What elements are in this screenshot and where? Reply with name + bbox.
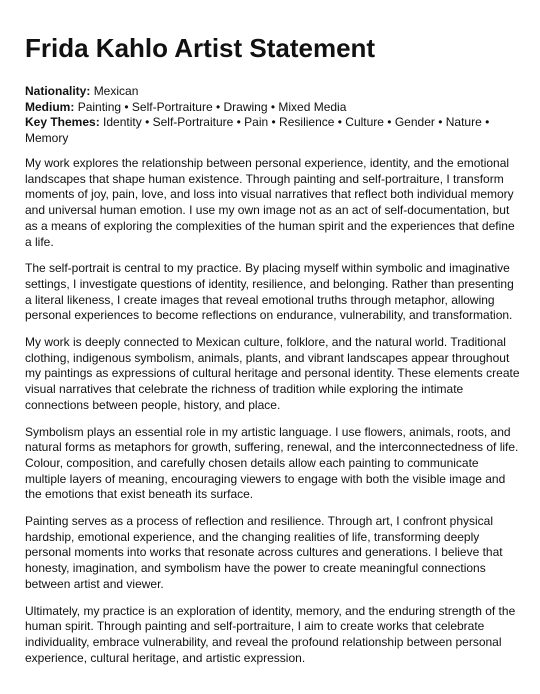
- meta-medium-key: Medium:: [25, 99, 75, 114]
- body-paragraph-3: My work is deeply connected to Mexican culture, folklore, and the natural world. Traditional clothing, indigenous symbolism, animals, plants, and vibrant landscapes appear throughout my paintings as expressions of cultural heritage and personal identity. These elements create visual narratives that celebrate the richness of tradition while exploring the intimate connections between people, history, and place.: [25, 335, 520, 412]
- body-paragraph-6: Ultimately, my practice is an exploration of identity, memory, and the enduring strength of the human spirit. Through painting and self-portraiture, I aim to create works that celebrate individuality, embrace vulnerability, and reveal the profound relationship between personal experience, cultural heritage, and artistic expression.: [25, 603, 516, 665]
- body-paragraph-5: Painting serves as a process of reflection and resilience. Through art, I confront physical hardship, emotional experience, and the changing realities of life, transforming deeply personal moments into works that resonate across cultures and generations. I believe that honesty, imagination, and symbolism have the power to create meaningful connections between artist and viewer.: [25, 514, 503, 591]
- meta-key-themes-value: Identity • Self-Portraiture • Pain • Resilience • Culture • Gender • Nature • Memory: [25, 115, 490, 145]
- body-paragraph-1: My work explores the relationship between personal experience, identity, and the emotional landscapes that shape human existence. Through painting and self-portraiture, I transform moments of joy, pain, love, and loss into visual narratives that reflect both individual memory and universal human emotion. I use my own image not as an act of self-documentation, but as a means of exploring the complexities of the human spirit and the experiences that define a life.: [25, 156, 515, 249]
- meta-key-themes: [25, 115, 520, 146]
- meta-nationality-value: Mexican: [93, 84, 139, 98]
- meta-nationality: [25, 84, 520, 100]
- meta-nationality-key: Nationality:: [25, 84, 91, 98]
- metadata-block: [25, 84, 520, 146]
- meta-medium-value: Painting • Self-Portraiture • Drawing • Mixed Media: [77, 99, 347, 114]
- document-title: Frida Kahlo Artist Statement: [25, 33, 376, 63]
- body-paragraph-2: The self-portrait is central to my practice. By placing myself within symbolic and imaginative settings, I investigate questions of identity, resilience, and belonging. Rather than presenting a literal likeness, I create images that reveal emotional truths through metaphor, allowing personal experiences to become reflections on endurance, vulnerability, and transformation.: [25, 261, 514, 323]
- meta-medium: [25, 100, 520, 116]
- body-paragraph-4: Symbolism plays an essential role in my artistic language. I use flowers, animals, roots, and natural forms as metaphors for growth, suffering, renewal, and the interconnectedness of life. Colour, composition, and carefully chosen details allow each painting to communicate multiple layers of meaning, encouraging viewers to engage with both the visible image and the emotions that exist beneath its surface.: [25, 424, 519, 502]
- meta-key-themes-key: Key Themes:: [25, 115, 100, 129]
- document-page: [25, 32, 520, 677]
